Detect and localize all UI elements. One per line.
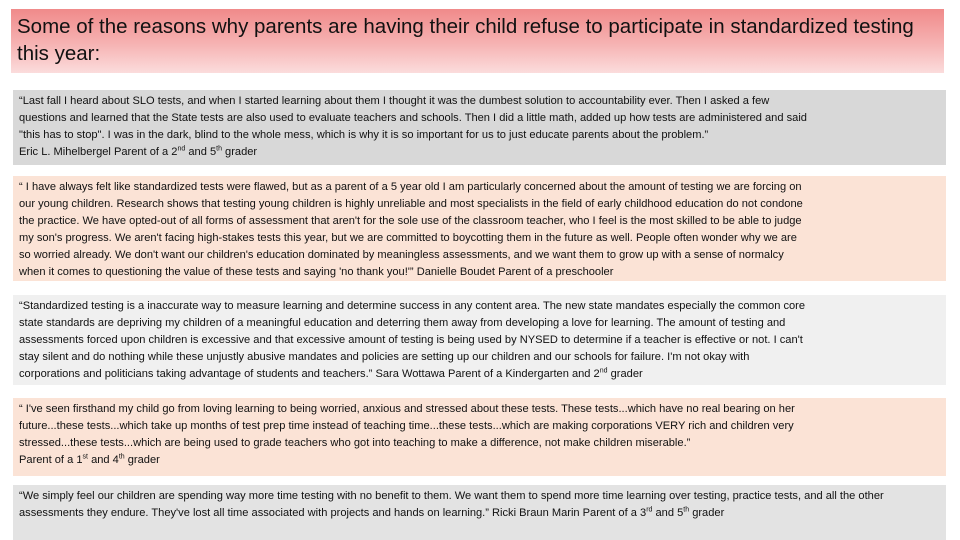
quote-text-mid: and 5: [652, 507, 684, 519]
quote-attribution: Eric L. Mihelbergel Parent of a 2nd and 5th grader: [19, 145, 258, 158]
quote-sup: th: [683, 506, 690, 514]
quote-sup: nd: [599, 367, 608, 375]
quote-box-4: [13, 398, 946, 476]
quote-box-3: [13, 295, 946, 385]
quote-box-1: [13, 90, 946, 165]
slide-title: Some of the reasons why parents are having their child refuse to participate in standardized testing this year:: [17, 15, 914, 65]
quote-text-end: grader: [689, 507, 725, 519]
quote-attribution: Parent of a 1st and 4th grader: [19, 453, 160, 466]
title-banner: [11, 9, 944, 73]
quote-box-5: [13, 485, 946, 540]
quote-text: “Standardized testing is a inaccurate way to measure learning and determine success in any content area. The new state mandates especially the common core state standards are depriving my children of a meaningful education and deterring them away from developing a love for learning. The amount of testing and assessments forced upon children is excessive and that excessive amount of testing is being used by NYSED to determine if a teacher is effective or not. I can't stay silent and do nothing while these unjustly abusive mandates and policies are setting up our children and our schools for failure. I'm not okay with corporations and politicians taking advantage of students and teachers.” Sara Wottawa Parent of a Kindergarten and 2: [19, 300, 806, 380]
quote-text: “ I've seen firsthand my child go from loving learning to being worried, anxious and stressed about these tests. These tests...which have no real bearing on her future...these tests...which take up months of test prep time instead of teaching time...these tests...which are making corporations VERY rich and children very stressed...these tests...which are being used to grade teachers who got into teaching to make a difference, not make children miserable.”: [19, 403, 795, 449]
quote-sup: rd: [646, 506, 653, 514]
quote-text: “We simply feel our children are spending way more time testing with no benefit to them. We want them to spend more time learning over testing, practice tests, and all the other assessments they endure. They've lost all time associated with projects and hands on learning.” Ricki Braun Marin Parent of a 3: [19, 490, 884, 519]
quote-text-end: grader: [607, 368, 643, 380]
quote-text: “Last fall I heard about SLO tests, and when I started learning about them I thought it was the dumbest solution to accountability ever. Then I asked a few questions and learned that the State tests are also used to evaluate teachers and schools. Then I did a little math, added up how tests are administered and said "this has to stop". I was in the dark, blind to the whole mess, which is why it is so important for us to just educate parents about the problem.”: [19, 95, 807, 141]
quote-box-2: [13, 176, 946, 281]
quote-text: “ I have always felt like standardized tests were flawed, but as a parent of a 5 year old I am particularly concerned about the amount of testing we are forcing on our young children. Research shows that testing young children is highly unreliable and most specialists in the field of early childhood education do not condone the practice. We have opted-out of all forms of assessment that aren't for the sole use of the classroom teacher, who I feel is the most skilled to be able to judge my son's progress. We aren't facing high-stakes tests this year, but we are committed to boycotting them in the future as well. People often wonder why we are so worried already. We don't want our children's education dominated by meaningless assessments, and we want them to grow up with a sense of normalcy when it comes to questioning the value of these tests and saying 'no thank you!'” Danielle Boudet Parent of a preschooler: [19, 181, 803, 278]
